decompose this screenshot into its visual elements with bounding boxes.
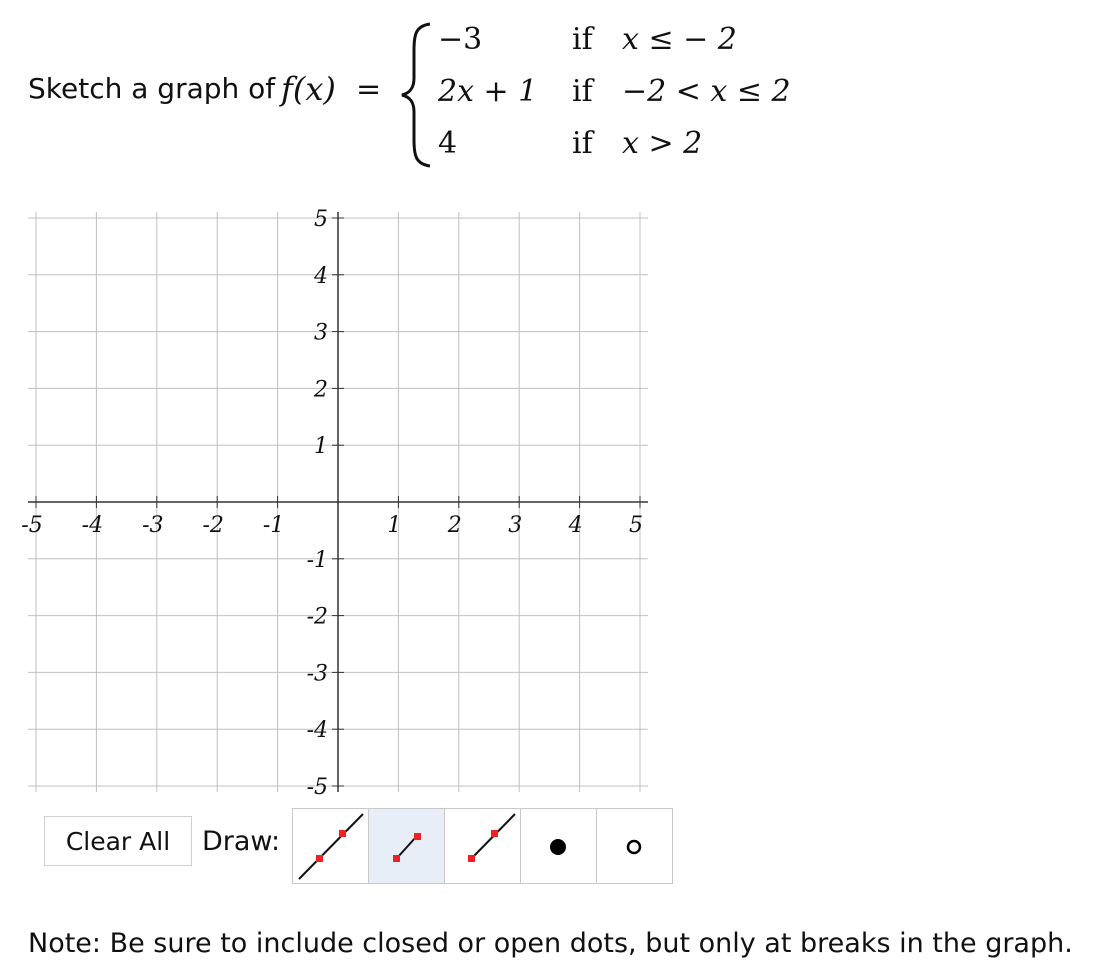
y-tick-label: 4 <box>314 263 328 289</box>
open-dot-icon <box>597 809 672 883</box>
y-tick-label: -5 <box>306 775 328 800</box>
line-tool-button[interactable] <box>293 809 369 883</box>
case-1-expression: −3 <box>438 22 483 57</box>
open-dot-tool-button[interactable] <box>597 809 672 883</box>
x-tick-label: -1 <box>262 513 285 538</box>
case-2-condition: −2 < x ≤ 2 <box>622 74 791 109</box>
clear-all-button[interactable]: Clear All <box>44 816 192 866</box>
case-2-if: if <box>572 74 593 109</box>
y-tick-label: -4 <box>306 718 328 744</box>
x-tick-label: 5 <box>629 513 643 538</box>
left-brace-icon <box>398 20 438 170</box>
y-tick-label: -1 <box>306 547 328 573</box>
draw-tool-group <box>292 808 673 884</box>
x-tick-label: -3 <box>142 513 164 538</box>
y-tick-label: 3 <box>314 320 328 346</box>
case-3-expression: 4 <box>438 126 458 161</box>
ray-tool-button[interactable] <box>445 809 521 883</box>
ray-icon <box>445 809 520 883</box>
segment-icon <box>369 809 444 883</box>
x-tick-label: 4 <box>568 513 583 538</box>
draw-label: Draw: <box>202 826 281 857</box>
x-tick-label: -4 <box>81 513 104 538</box>
note-text: Note: Be sure to include closed or open dots, but only at breaks in the graph. <box>28 928 1073 959</box>
case-2-expression: 2x + 1 <box>438 74 538 109</box>
case-1-condition: x ≤ − 2 <box>622 22 737 57</box>
equals-sign: = <box>356 72 382 107</box>
x-tick-label: 1 <box>387 513 402 538</box>
line-icon <box>293 809 368 883</box>
graph-canvas[interactable] <box>21 206 650 802</box>
x-tick-label: 3 <box>508 513 523 538</box>
y-tick-label: 1 <box>314 434 328 460</box>
y-tick-label: 5 <box>314 207 328 232</box>
function-label: f(x) <box>281 70 336 108</box>
segment-tool-button[interactable] <box>369 809 445 883</box>
y-tick-label: -3 <box>306 661 328 687</box>
closed-dot-tool-button[interactable] <box>521 809 597 883</box>
case-1-if: if <box>572 22 593 57</box>
closed-dot-icon <box>521 809 596 883</box>
case-3-if: if <box>572 126 593 161</box>
problem-prompt: Sketch a graph of <box>28 72 276 105</box>
x-tick-label: 2 <box>447 513 462 538</box>
x-tick-label: -2 <box>202 513 224 538</box>
y-tick-label: 2 <box>314 377 328 403</box>
x-tick-label: -5 <box>21 513 43 538</box>
case-3-condition: x > 2 <box>622 126 703 161</box>
y-tick-label: -2 <box>306 604 328 630</box>
